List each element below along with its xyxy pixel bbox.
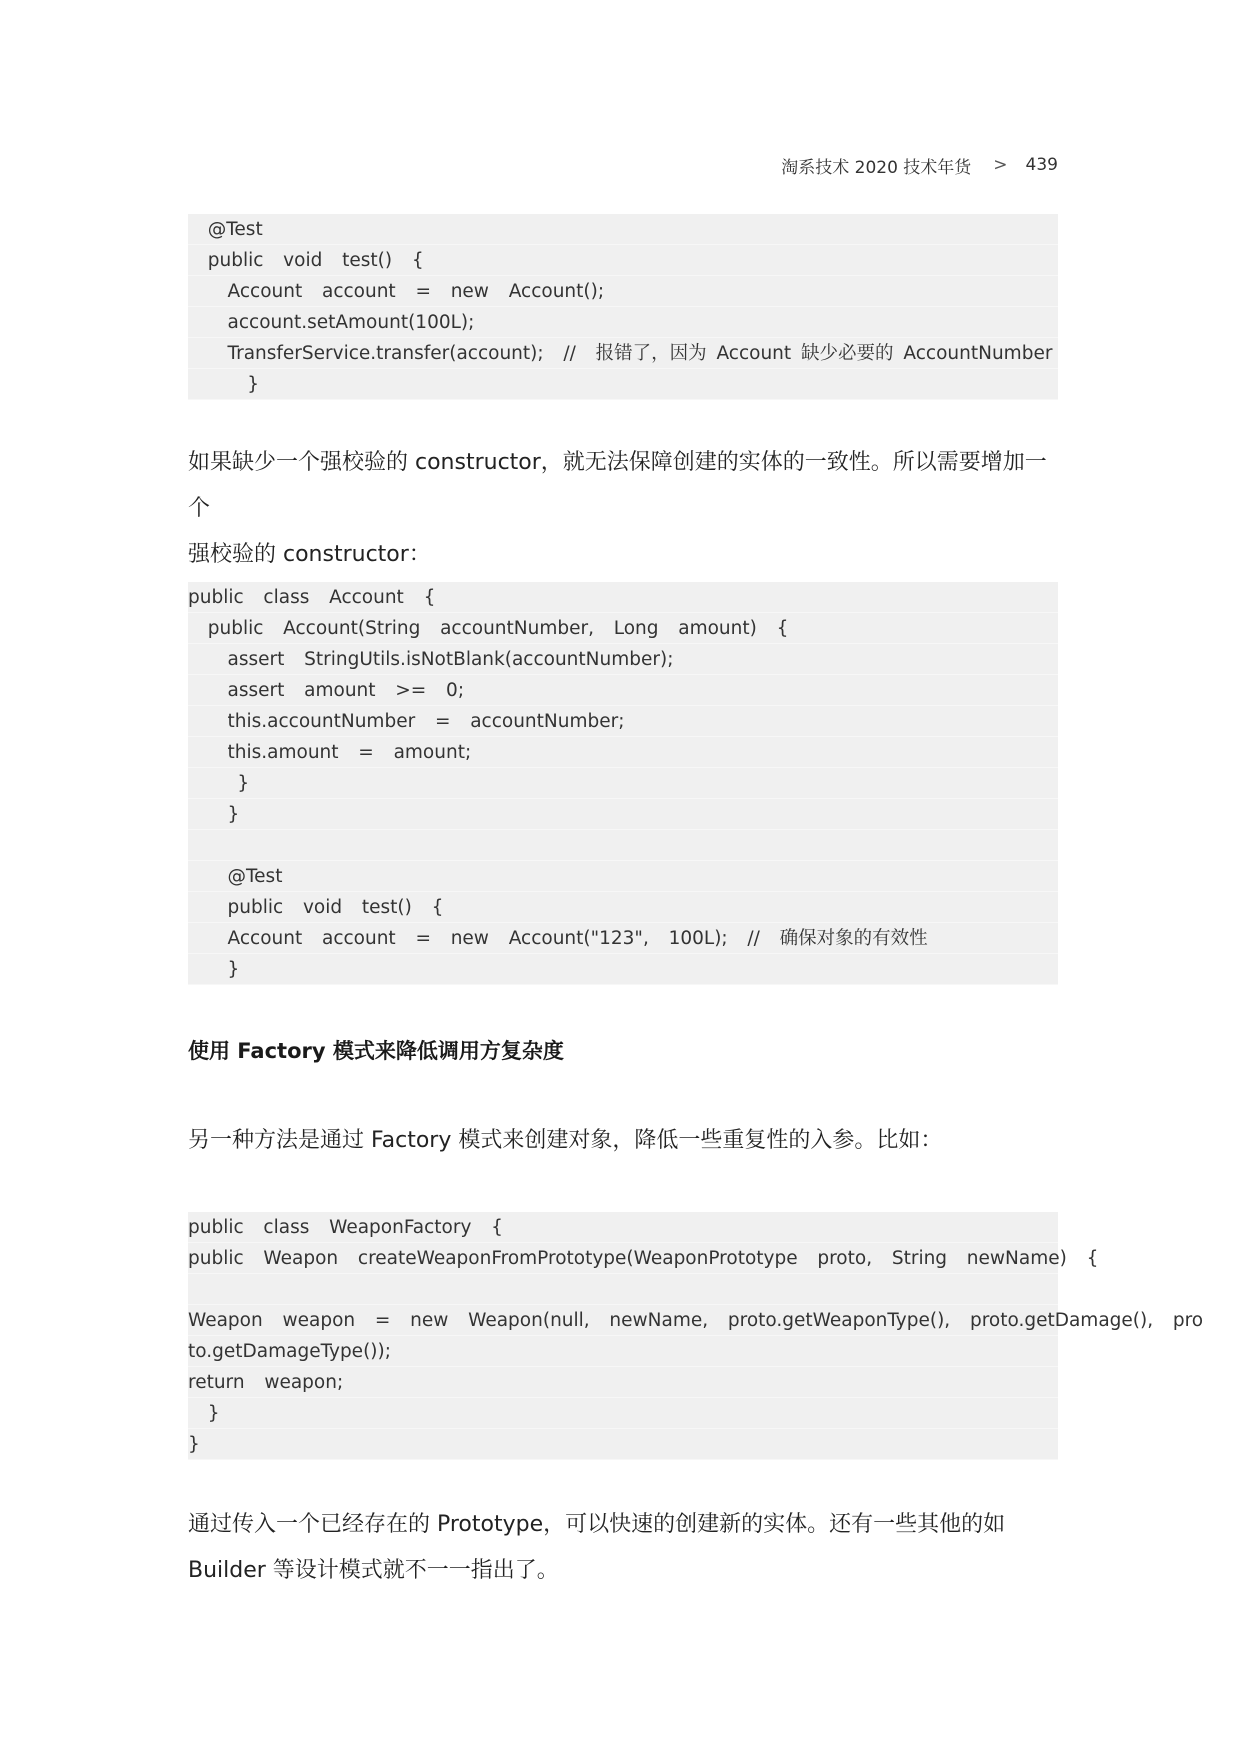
code-line: } [188, 369, 1058, 400]
code-line: } [188, 954, 1058, 985]
code-line [188, 830, 1058, 861]
code-line: assert amount >= 0; [188, 675, 1058, 706]
paragraph-constructor [188, 440, 1068, 578]
code-line: } [188, 768, 1058, 799]
paragraph-line: 强校验的 constructor： [188, 542, 431, 567]
code-line: assert StringUtils.isNotBlank(accountNumber); [188, 644, 1058, 675]
code-line: return weapon; [188, 1367, 1058, 1398]
code-line: this.accountNumber = accountNumber; [188, 706, 1058, 737]
code-block-weapon-factory [188, 1212, 1204, 1460]
book-title: 淘系技术 2020 技术年货 [781, 157, 972, 178]
code-line: public Weapon createWeaponFromPrototype(WeaponPrototype proto, String newName) { [188, 1243, 1058, 1274]
code-block-test-account [188, 214, 1058, 400]
code-line [188, 1274, 1058, 1305]
paragraph-line: 通过传入一个已经存在的 Prototype，可以快速的创建新的实体。还有一些其他的如 [188, 1512, 1006, 1537]
code-block-account-constructor [188, 582, 1058, 985]
page-header [188, 150, 1058, 180]
code-line: public class WeaponFactory { [188, 1212, 1058, 1243]
code-line: public class Account { [188, 582, 1058, 613]
code-line: @Test [188, 214, 1058, 245]
code-line: Account account = new Account("123", 100L); // 确保对象的有效性 [188, 923, 1058, 954]
code-line: TransferService.transfer(account); // 报错了，因为 Account 缺少必要的 AccountNumber [188, 338, 1058, 369]
code-line: this.amount = amount; [188, 737, 1058, 768]
code-line: public Account(String accountNumber, Long amount) { [188, 613, 1058, 644]
code-line: @Test [188, 861, 1058, 892]
header-separator: > [993, 155, 1008, 175]
code-line: Account account = new Account(); [188, 276, 1058, 307]
code-line: public void test() { [188, 245, 1058, 276]
section-heading: 使用 Factory 模式来降低调用方复杂度 [188, 1039, 564, 1063]
paragraph-factory: 另一种方法是通过 Factory 模式来创建对象，降低一些重复性的入参。比如： [188, 1128, 943, 1153]
code-line: account.setAmount(100L); [188, 307, 1058, 338]
code-line: } [188, 799, 1058, 830]
code-line: to.getDamageType()); [188, 1336, 1058, 1367]
paragraph-prototype [188, 1502, 1068, 1594]
code-line: } [188, 1429, 1058, 1460]
page-number: 439 [1025, 155, 1058, 175]
paragraph-line: Builder 等设计模式就不一一指出了。 [188, 1558, 559, 1583]
paragraph-line: 如果缺少一个强校验的 constructor，就无法保障创建的实体的一致性。所以需要增加一个 [188, 450, 1047, 521]
code-line: public void test() { [188, 892, 1058, 923]
code-line: Weapon weapon = new Weapon(null, newName, proto.getWeaponType(), proto.getDamage(), pro [188, 1305, 1058, 1336]
code-line: } [188, 1398, 1058, 1429]
